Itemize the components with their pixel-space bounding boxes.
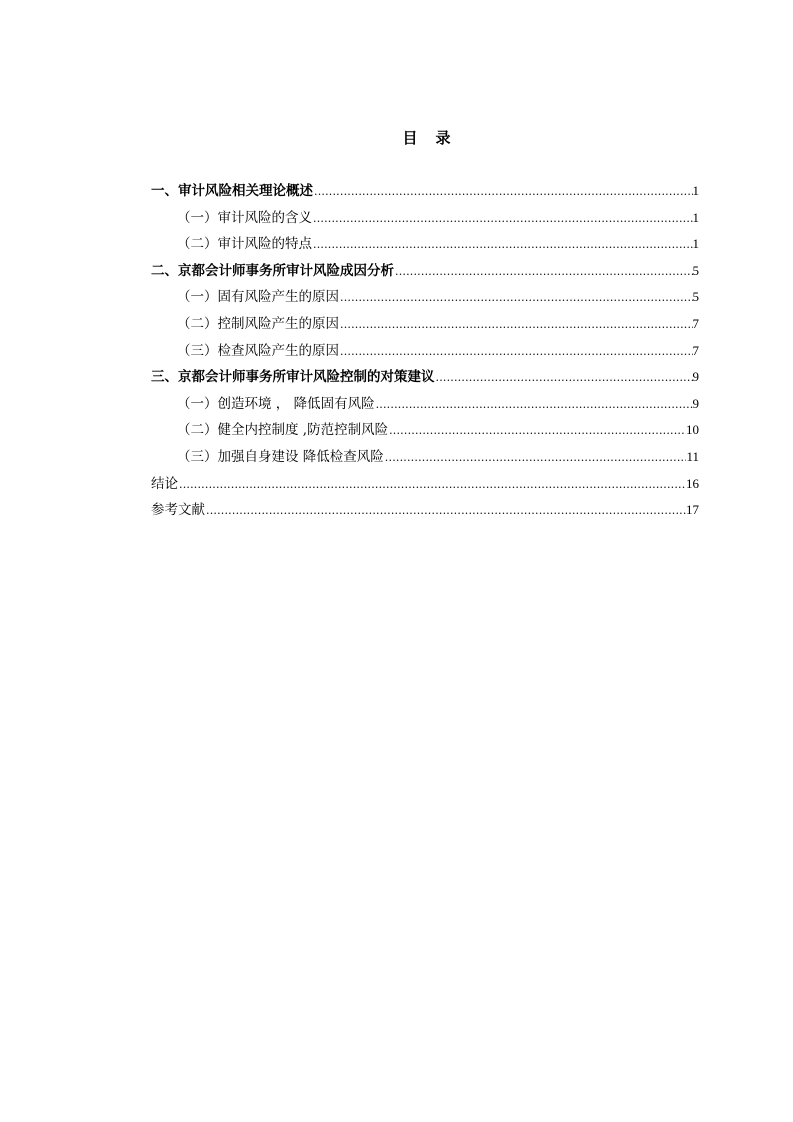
- toc-entry-1-2[interactable]: [151, 231, 699, 258]
- toc-page-number: 1: [692, 209, 699, 225]
- toc-entry-text: 一、审计风险相关理论概述: [151, 183, 313, 199]
- toc-page-number: 1: [692, 236, 699, 252]
- table-of-contents: [151, 178, 699, 524]
- toc-dot-leader: [205, 498, 686, 525]
- toc-page-number: 10: [686, 422, 699, 438]
- toc-entry-conclusion[interactable]: [151, 471, 699, 498]
- toc-entry-3-1[interactable]: [151, 391, 699, 418]
- toc-entry-2-1[interactable]: [151, 284, 699, 311]
- toc-page-number: 1: [692, 183, 699, 198]
- toc-entry-text: （一）审计风险的含义: [177, 209, 312, 226]
- toc-entry-3-3[interactable]: [151, 444, 699, 471]
- toc-entry-2[interactable]: [151, 258, 699, 285]
- toc-page-number: 17: [686, 502, 699, 518]
- toc-entry-1[interactable]: [151, 178, 699, 205]
- toc-page-number: 7: [692, 342, 699, 358]
- toc-dot-leader: [388, 418, 686, 445]
- toc-entry-text: （一）固有风险产生的原因: [177, 289, 339, 306]
- toc-entry-text: （三）检查风险产生的原因: [177, 342, 339, 359]
- toc-page-number: 5: [692, 262, 699, 278]
- toc-dot-leader: [375, 392, 693, 419]
- toc-entry-1-1[interactable]: [151, 205, 699, 232]
- toc-page-number: 16: [686, 475, 699, 491]
- toc-title-left: 目: [402, 129, 418, 147]
- toc-entry-3-2[interactable]: [151, 417, 699, 444]
- toc-page-number: 9: [692, 395, 699, 411]
- toc-entry-text: （三）加强自身建设 降低检查风险: [177, 448, 384, 465]
- toc-entry-references[interactable]: [151, 497, 699, 524]
- toc-dot-leader: [384, 445, 687, 472]
- toc-entry-text: （二）控制风险产生的原因: [177, 315, 339, 332]
- toc-entry-text: 二、京都会计师事务所审计风险成因分析: [151, 262, 394, 279]
- toc-entry-text: 结论: [151, 475, 178, 492]
- toc-entry-3[interactable]: [151, 364, 699, 391]
- toc-entry-text: 参考文献: [151, 502, 205, 519]
- toc-entry-text: （一）创造环境 ， 降低固有风险: [177, 395, 375, 412]
- toc-dot-leader: [339, 285, 693, 312]
- toc-title: [0, 127, 793, 149]
- toc-dot-leader: [435, 365, 693, 392]
- toc-dot-leader: [394, 259, 693, 286]
- toc-page-number: 9: [692, 369, 699, 385]
- toc-page-number: 11: [686, 448, 699, 464]
- toc-dot-leader: [312, 232, 693, 259]
- toc-dot-leader: [312, 206, 693, 233]
- toc-page-number: 7: [692, 315, 699, 331]
- toc-dot-leader: [313, 179, 693, 206]
- toc-dot-leader: [339, 312, 693, 339]
- toc-dot-leader: [339, 339, 693, 366]
- toc-title-right: 录: [435, 129, 451, 147]
- toc-entry-text: 三、京都会计师事务所审计风险控制的对策建议: [151, 369, 435, 386]
- toc-entry-text: （二）审计风险的特点: [177, 236, 312, 253]
- toc-entry-2-3[interactable]: [151, 338, 699, 365]
- toc-entry-text: （二）健全内控制度 ,防范控制风险: [177, 422, 389, 439]
- toc-page-number: 5: [692, 289, 699, 305]
- toc-entry-2-2[interactable]: [151, 311, 699, 338]
- toc-dot-leader: [178, 472, 686, 499]
